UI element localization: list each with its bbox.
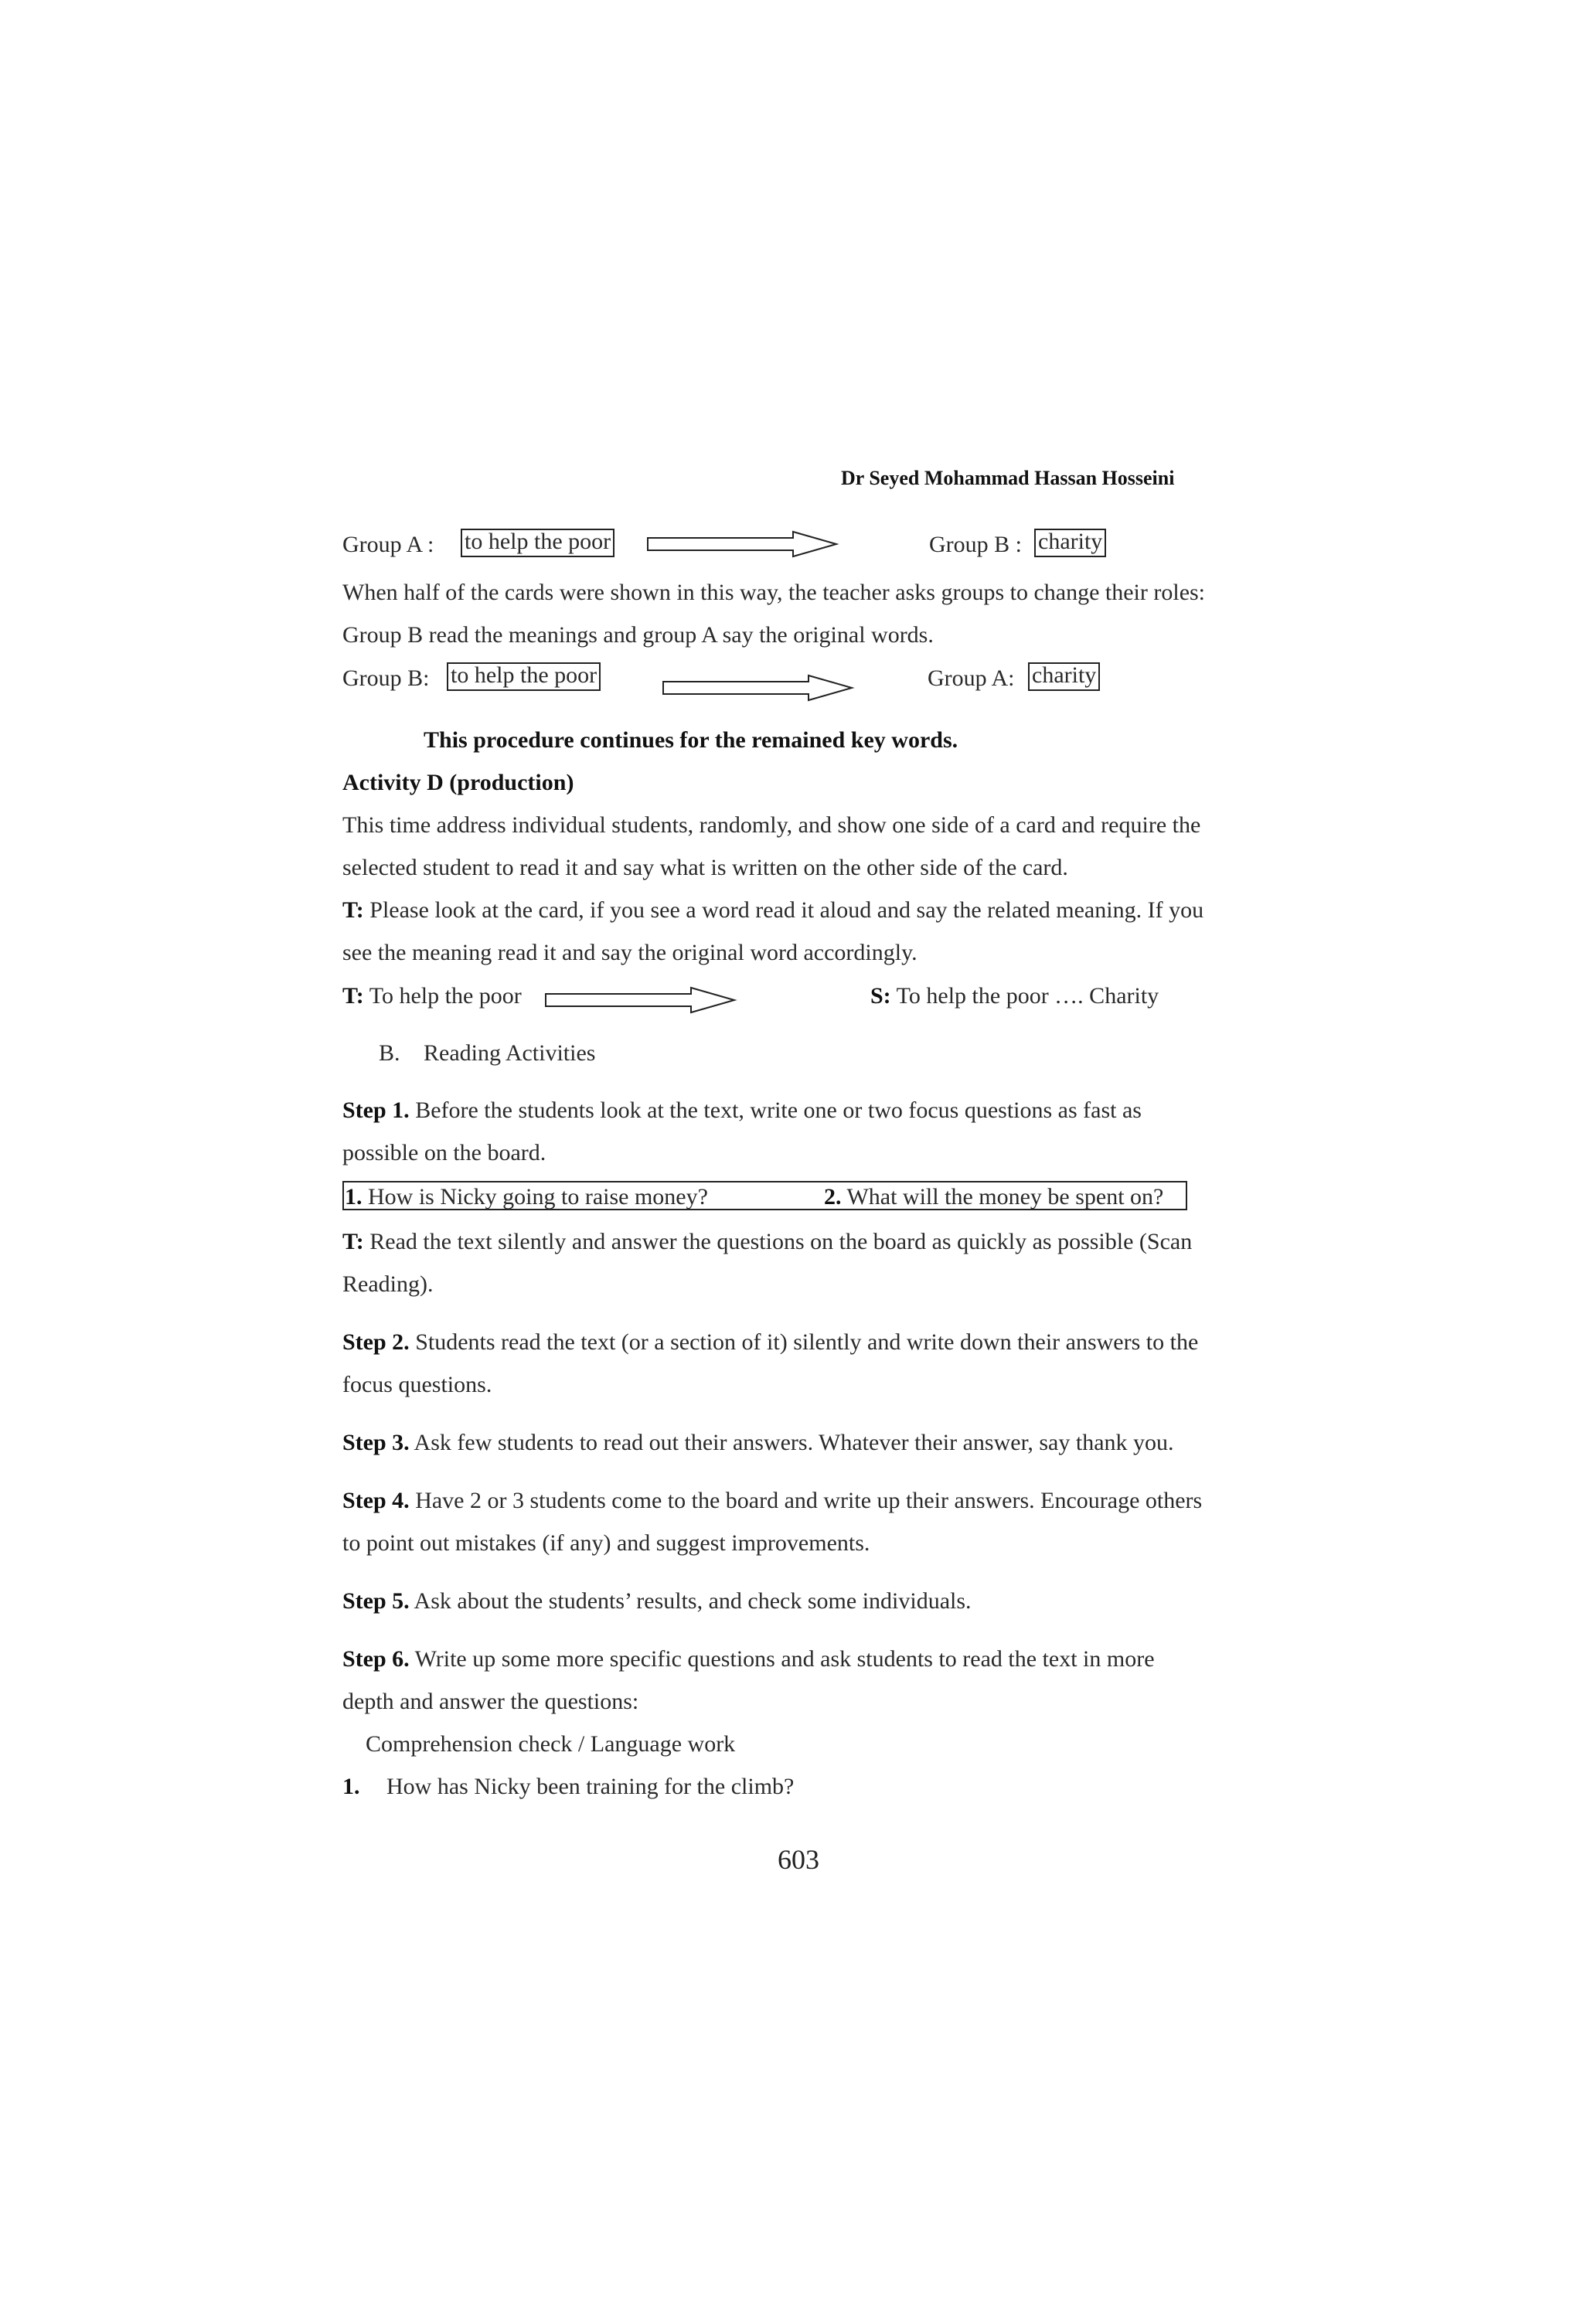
paragraph-line: selected student to read it and say what is written on the other side of the card. bbox=[342, 855, 1068, 880]
step-3-line bbox=[342, 1431, 1174, 1455]
question-text: How is Nicky going to raise money? bbox=[368, 1184, 708, 1210]
question-text: What will the money be spent on? bbox=[846, 1184, 1164, 1210]
example-teacher bbox=[342, 985, 522, 1008]
example-text: To help the poor bbox=[369, 983, 522, 1009]
teacher-instruction-line bbox=[342, 1230, 1192, 1254]
teacher-label: T: bbox=[342, 1229, 364, 1254]
step-2-line bbox=[342, 1331, 1198, 1354]
example-student bbox=[870, 985, 1159, 1008]
right-arrow-icon bbox=[646, 530, 839, 558]
paragraph-line: see the meaning read it and say the original word accordingly. bbox=[342, 940, 917, 965]
step-text: Students read the text (or a section of it) silently and write down their answers to the bbox=[415, 1329, 1199, 1355]
author-header: Dr Seyed Mohammad Hassan Hosseini bbox=[841, 467, 1175, 489]
procedure-note: This procedure continues for the remained key words. bbox=[424, 727, 958, 753]
step-1-line bbox=[342, 1099, 1142, 1122]
step-6-line bbox=[342, 1648, 1155, 1671]
step-text: Ask few students to read out their answers. Whatever their answer, say thank you. bbox=[414, 1430, 1174, 1455]
list-item-text: How has Nicky been training for the climb? bbox=[386, 1774, 795, 1799]
right-arrow-icon bbox=[544, 986, 737, 1014]
page-number: 603 bbox=[778, 1844, 819, 1875]
teacher-label: T: bbox=[342, 897, 364, 923]
word-card-box: charity bbox=[1028, 662, 1100, 691]
activity-d-heading: Activity D (production) bbox=[342, 770, 574, 795]
step-4-line bbox=[342, 1489, 1202, 1512]
instruction-text: Please look at the card, if you see a word read it aloud and say the related meaning. If you bbox=[369, 897, 1204, 923]
step-label: Step 2. bbox=[342, 1329, 410, 1355]
word-card-box: charity bbox=[1034, 529, 1106, 557]
paragraph-line: This time address individual students, randomly, and show one side of a card and require the bbox=[342, 812, 1201, 838]
group-a-label: Group A : bbox=[342, 532, 434, 557]
meaning-card-box: to help the poor bbox=[447, 662, 601, 691]
paragraph-line: possible on the board. bbox=[342, 1140, 546, 1165]
step-label: Step 1. bbox=[342, 1097, 410, 1123]
student-label: S: bbox=[870, 983, 891, 1009]
step-text: Write up some more specific questions and ask students to read the text in more bbox=[414, 1646, 1155, 1672]
teacher-instruction-line bbox=[342, 899, 1203, 922]
step-label: Step 6. bbox=[342, 1646, 410, 1672]
group-a-label: Group A: bbox=[928, 665, 1015, 691]
group-b-label: Group B : bbox=[929, 532, 1022, 557]
example-text: To help the poor …. Charity bbox=[896, 983, 1159, 1009]
paragraph-line: depth and answer the questions: bbox=[342, 1689, 639, 1714]
right-arrow-icon bbox=[662, 674, 855, 702]
step-text: Before the students look at the text, write one or two focus questions as fast as bbox=[415, 1097, 1142, 1123]
comprehension-heading: Comprehension check / Language work bbox=[366, 1731, 736, 1757]
teacher-label: T: bbox=[342, 983, 364, 1009]
question-number: 2. bbox=[824, 1184, 842, 1210]
question-number: 1. bbox=[345, 1184, 363, 1210]
step-text: Ask about the students’ results, and check some individuals. bbox=[414, 1588, 972, 1614]
instruction-text: Read the text silently and answer the questions on the board as quickly as possible (Scan bbox=[369, 1229, 1193, 1254]
step-text: Have 2 or 3 students come to the board and write up their answers. Encourage others bbox=[415, 1488, 1203, 1513]
paragraph-line: focus questions. bbox=[342, 1372, 492, 1397]
focus-question-1 bbox=[345, 1186, 708, 1209]
meaning-card-box: to help the poor bbox=[461, 529, 614, 557]
section-b-title: Reading Activities bbox=[424, 1040, 596, 1066]
step-label: Step 4. bbox=[342, 1488, 410, 1513]
paragraph-line: Group B read the meanings and group A say the original words. bbox=[342, 622, 934, 648]
list-item-number: 1. bbox=[342, 1774, 360, 1799]
group-b-label: Group B: bbox=[342, 665, 430, 691]
step-5-line bbox=[342, 1590, 972, 1613]
paragraph-line: Reading). bbox=[342, 1271, 434, 1297]
step-label: Step 3. bbox=[342, 1430, 410, 1455]
focus-question-2 bbox=[824, 1186, 1163, 1209]
section-b-marker: B. bbox=[379, 1040, 400, 1066]
paragraph-line: to point out mistakes (if any) and suggest improvements. bbox=[342, 1530, 870, 1556]
step-label: Step 5. bbox=[342, 1588, 410, 1614]
paragraph-line: When half of the cards were shown in this way, the teacher asks groups to change their roles: bbox=[342, 580, 1206, 605]
